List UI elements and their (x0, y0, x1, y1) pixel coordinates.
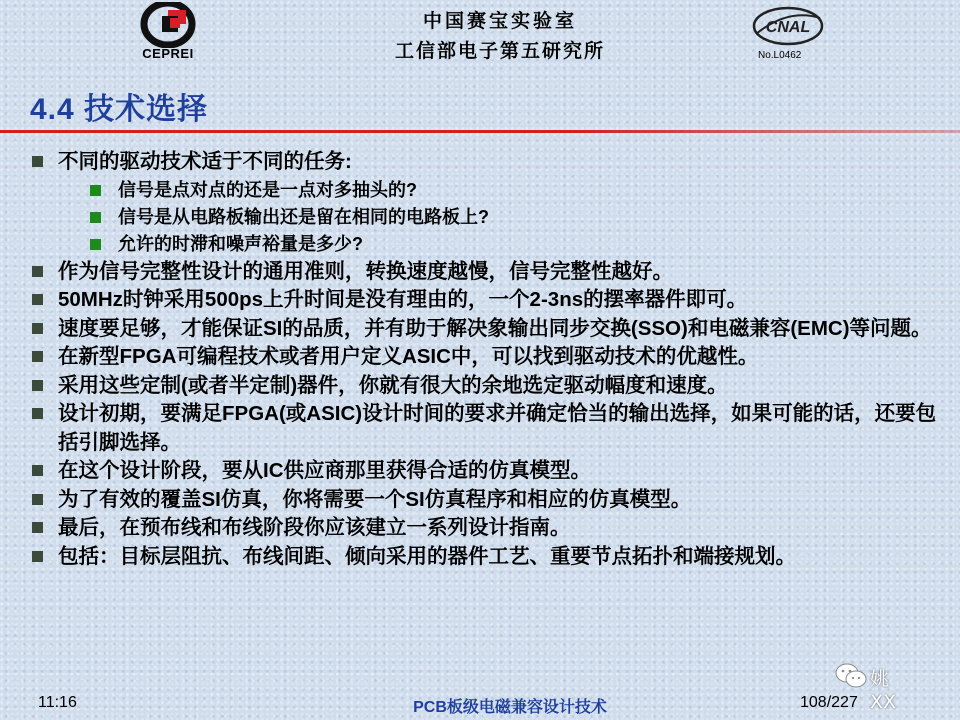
bullet-text: 速度要足够，才能保证SI的品质，并有助于解决象输出同步交换(SSO)和电磁兼容(EMC)等问题。 (58, 316, 932, 340)
bullet-item (30, 258, 940, 287)
footer-page-number: 108/227 (800, 694, 858, 711)
bullet-text: 作为信号完整性设计的通用准则，转换速度越慢，信号完整性越好。 (58, 259, 673, 283)
bullet-item (30, 343, 940, 372)
sub-bullet-square-icon (90, 239, 101, 250)
slide-header (0, 0, 960, 70)
sub-bullet-text: 信号是点对点的还是一点对多抽头的? (118, 179, 417, 200)
bullet-text: 在这个设计阶段，要从IC供应商那里获得合适的仿真模型。 (58, 459, 591, 482)
sub-bullet-item (30, 177, 940, 204)
sub-bullet-square-icon (90, 212, 101, 223)
slide-title: 4.4 技术选择 (30, 93, 209, 126)
cnal-logo-text: CNAL (765, 19, 811, 36)
wechat-icon (834, 662, 868, 690)
bullet-square-icon (32, 551, 43, 562)
bullet-item (30, 514, 940, 543)
bullet-item (30, 315, 940, 344)
bullet-square-icon (32, 266, 43, 277)
bullet-square-icon (32, 408, 43, 419)
footer-time: 11:16 (38, 694, 77, 711)
bullet-item (30, 543, 940, 572)
bullet-item (30, 148, 940, 177)
bullet-text: 采用这些定制(或者半定制)器件，你就有很大的余地选定驱动幅度和速度。 (58, 373, 728, 397)
bullet-square-icon (32, 522, 43, 533)
bullet-text: 为了有效的覆盖SI仿真，你将需要一个SI仿真程序和相应的仿真模型。 (58, 487, 692, 511)
header-title-line1: 中国赛宝实验室 (422, 10, 577, 32)
cnal-emblem-icon (748, 4, 828, 52)
bullet-text: 包括：目标层阻抗、布线间距、倾向采用的器件工艺、重要节点拓扑和端接规划。 (58, 544, 796, 568)
bullet-item (30, 372, 940, 401)
bullet-item (30, 400, 940, 457)
bullet-square-icon (32, 494, 43, 505)
title-divider (0, 130, 960, 133)
bullet-text: 50MHz时钟采用500ps上升时间是没有理由的，一个2-3ns的摆率器件即可。 (58, 288, 748, 311)
sub-bullet-item (30, 231, 940, 258)
sub-bullet-text: 信号是从电路板输出还是留在相同的电路板上? (118, 206, 489, 227)
bullet-text: 最后，在预布线和布线阶段你应该建立一系列设计指南。 (58, 516, 571, 539)
watermark (834, 662, 897, 713)
bullet-square-icon (32, 323, 43, 334)
bullet-item (30, 286, 940, 315)
bullet-square-icon (32, 465, 43, 476)
bullet-text: 在新型FPGA可编程技术或者用户定义ASIC中，可以找到驱动技术的优越性。 (58, 345, 759, 368)
bullet-text: 设计初期，要满足FPGA(或ASIC)设计时间的要求并确定恰当的输出选择，如果可能的话，还要包括引脚选择。 (58, 402, 937, 454)
header-title-line2: 工信部电子第五研究所 (394, 40, 605, 62)
bullet-square-icon (32, 351, 43, 362)
watermark-text: 姚XX (870, 668, 897, 713)
header-titles (300, 6, 700, 66)
sub-bullet-square-icon (90, 185, 101, 196)
bullet-item (30, 457, 940, 486)
cepri-logo-text: CEPREI (142, 46, 194, 61)
bullet-square-icon (32, 380, 43, 391)
sub-bullet-text: 允许的时滞和噪声裕量是多少? (118, 233, 363, 254)
bullet-square-icon (32, 156, 43, 167)
slide-content (30, 148, 940, 571)
sub-bullet-item (30, 204, 940, 231)
slide-footer (0, 694, 960, 718)
bullet-square-icon (32, 294, 43, 305)
bullet-item (30, 486, 940, 515)
bullet-text: 不同的驱动技术适于不同的任务: (58, 150, 352, 173)
cnal-logo-number: No.L0462 (758, 50, 802, 61)
cnal-logo (748, 4, 838, 66)
cepri-logo (118, 2, 218, 66)
footer-course-title: PCB板级电磁兼容设计技术 (413, 699, 607, 716)
cepri-emblem-icon (138, 2, 198, 48)
